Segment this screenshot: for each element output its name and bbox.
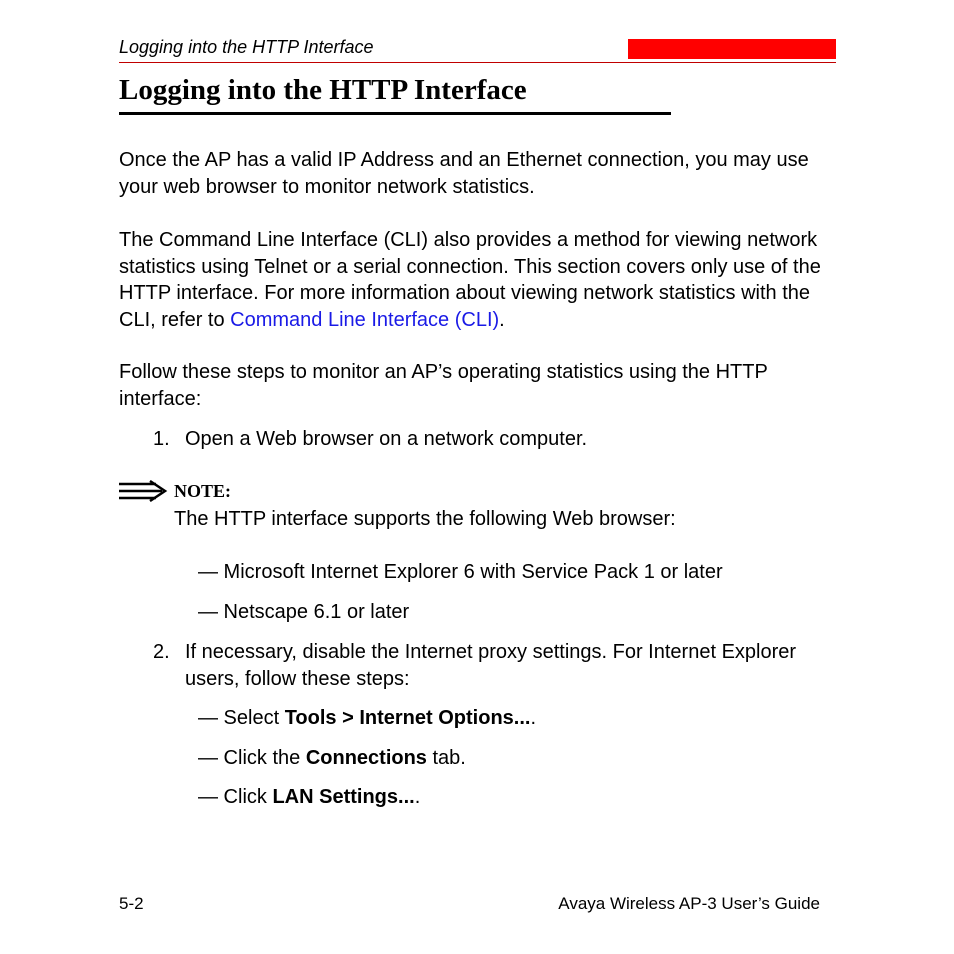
title-underline <box>119 112 671 115</box>
section-title: Logging into the HTTP Interface <box>119 74 527 106</box>
cli-paragraph-end: . <box>499 308 505 331</box>
browser-item-ie: — Microsoft Internet Explorer 6 with Service Pack 1 or later <box>198 561 723 583</box>
footer-page-number: 5-2 <box>119 894 144 913</box>
substep-1-prefix: — Select <box>198 707 285 729</box>
substep-internet-options <box>198 705 536 731</box>
substep-2-tab-name: Connections <box>305 747 427 769</box>
header-accent-bar <box>628 39 836 59</box>
substep-lan-settings <box>198 784 420 810</box>
substep-3-suffix: . <box>414 786 421 808</box>
steps-intro-paragraph: Follow these steps to monitor an AP’s operating statistics using the HTTP interface: <box>119 361 768 410</box>
footer-guide-title: Avaya Wireless AP-3 User’s Guide <box>558 894 820 913</box>
substep-1-menu-path: Tools > Internet Options... <box>284 707 531 729</box>
step-1-text: Open a Web browser on a network computer. <box>185 428 588 450</box>
running-header-title: Logging into the HTTP Interface <box>119 37 374 57</box>
step-2-number: 2. <box>153 641 170 663</box>
intro-paragraph: Once the AP has a valid IP Address and an Ethernet connection, you may use your web browser to monitor network statistics. <box>119 149 809 198</box>
substep-3-prefix: — Click <box>198 786 273 808</box>
substep-3-button-name: LAN Settings... <box>272 786 415 808</box>
substep-2-suffix: tab. <box>426 747 466 769</box>
step-1-number: 1. <box>153 428 170 450</box>
step-2-text: If necessary, disable the Internet proxy settings. For Internet Explorer users, follow these steps: <box>185 641 797 690</box>
note-arrow-icon <box>118 480 168 502</box>
substep-connections-tab <box>198 745 466 771</box>
note-label: NOTE: <box>174 481 232 501</box>
substep-1-suffix: . <box>530 707 537 729</box>
note-text: The HTTP interface supports the following Web browser: <box>174 508 676 530</box>
cli-paragraph <box>119 227 839 333</box>
header-rule <box>119 62 836 63</box>
step-1 <box>153 426 833 453</box>
cli-paragraph-text: The Command Line Interface (CLI) also provides a method for viewing network statistics using Telnet or a serial connection. This section covers only use of the HTTP interface. For more information about viewing network statistics with the CLI, refer to <box>119 229 821 331</box>
step-2 <box>153 639 833 692</box>
substep-2-prefix: — Click the <box>198 747 306 769</box>
cli-reference-link[interactable]: Command Line Interface (CLI) <box>230 308 500 331</box>
browser-item-netscape: — Netscape 6.1 or later <box>198 601 410 623</box>
